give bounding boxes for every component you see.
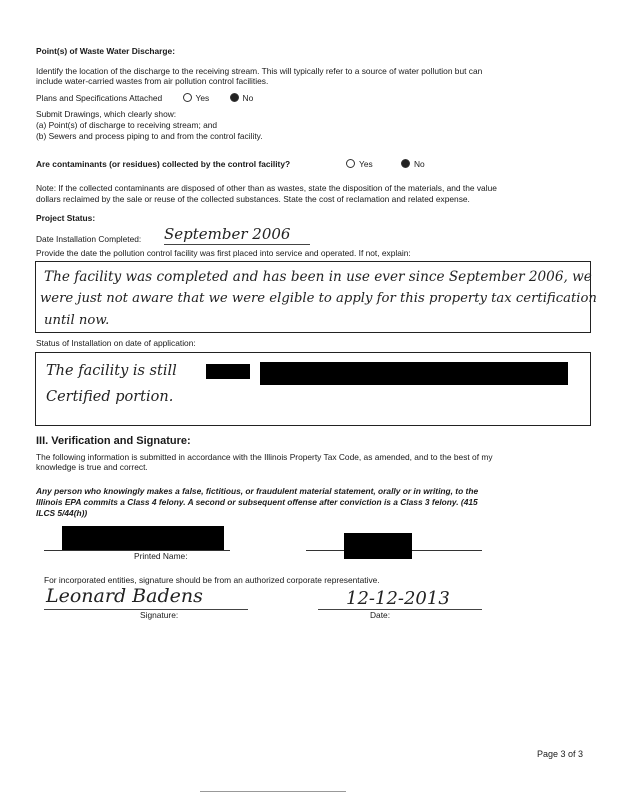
contaminants-yes-radio[interactable] [346, 159, 355, 168]
warning-line1: Any person who knowingly makes a false, fictitious, or fraudulent material statement, orally or in writing, to the [36, 486, 479, 496]
date-installation-value[interactable]: September 2006 [164, 225, 310, 245]
plans-attached-label: Plans and Specifications Attached [36, 93, 163, 103]
contaminants-options [346, 159, 425, 170]
status-line1: The facility is still [46, 363, 177, 379]
verification-heading: III. Verification and Signature: [36, 435, 191, 447]
explanation-line2: were just not aware that we were elgible to apply for this property tax certification [40, 291, 597, 306]
contaminants-note-line1: Note: If the collected contaminants are disposed of other than as wastes, state the disposition of the materials, and the value [36, 183, 497, 193]
verification-text-line2: knowledge is true and correct. [36, 462, 148, 472]
contaminants-no-label: No [414, 159, 425, 169]
page-number: Page 3 of 3 [537, 749, 584, 759]
bottom-edge-mark [200, 791, 346, 792]
discharge-desc-line2: include water-carried wastes from air pollution control facilities. [36, 76, 269, 86]
submit-item-b: (b) Sewers and process piping to and from the control facility. [36, 131, 263, 141]
plans-no-radio[interactable] [230, 93, 239, 102]
contaminants-note-line2: dollars reclaimed by the sale or reuse of the collected substances. State the cost of reclamation and related expense. [36, 194, 470, 204]
plans-attached-row [36, 93, 253, 104]
discharge-heading: Point(s) of Waste Water Discharge: [36, 46, 175, 56]
explanation-line3: until now. [44, 313, 110, 328]
contaminants-question: Are contaminants (or residues) collected by the control facility? [36, 159, 291, 169]
plans-no-label: No [242, 93, 254, 103]
contaminants-row [36, 159, 290, 170]
provide-date-text: Provide the date the pollution control facility was first placed into service and operated. If not, explain: [36, 248, 411, 258]
plans-yes-radio[interactable] [183, 93, 192, 102]
signature-date-value[interactable]: 12-12-2013 [346, 588, 450, 609]
redaction-status-1 [206, 364, 250, 379]
redaction-title [344, 533, 412, 559]
submit-drawings-text: Submit Drawings, which clearly show: [36, 109, 177, 119]
corporate-note: For incorporated entities, signature should be from an authorized corporate representative. [44, 575, 380, 585]
printed-name-label: Printed Name: [134, 551, 188, 561]
warning-line3: ILCS 5/44(h)) [36, 508, 88, 518]
signature-label: Signature: [140, 610, 179, 620]
date-line [318, 609, 482, 610]
status-box[interactable] [35, 352, 591, 426]
redaction-printed-name [62, 526, 224, 550]
contaminants-no-radio[interactable] [401, 159, 410, 168]
warning-line2: Illinois EPA commits a Class 4 felony. A second or subsequent offense after conviction is a Class 3 felony. (415 [36, 497, 478, 507]
signature-value[interactable]: Leonard Badens [46, 585, 203, 607]
explanation-line1: The facility was completed and has been in use ever since September 2006, we [44, 269, 592, 285]
plans-yes-label: Yes [195, 93, 210, 103]
discharge-desc-line1: Identify the location of the discharge to the receiving stream. This will typically refer to a source of water pollution but can [36, 66, 483, 76]
explanation-box[interactable] [35, 261, 597, 333]
date-installation-label: Date Installation Completed: [36, 234, 142, 244]
status-line2: Certified portion. [46, 389, 174, 405]
verification-text-line1: The following information is submitted in accordance with the Illinois Property Tax Code, as amended, and to the best of my [36, 452, 493, 462]
redaction-status-2 [260, 362, 568, 385]
status-installation-label: Status of Installation on date of application: [36, 338, 196, 348]
project-status-heading: Project Status: [36, 213, 96, 223]
submit-item-a: (a) Point(s) of discharge to receiving stream; and [36, 120, 218, 130]
contaminants-yes-label: Yes [359, 159, 373, 169]
date-label: Date: [370, 610, 391, 620]
